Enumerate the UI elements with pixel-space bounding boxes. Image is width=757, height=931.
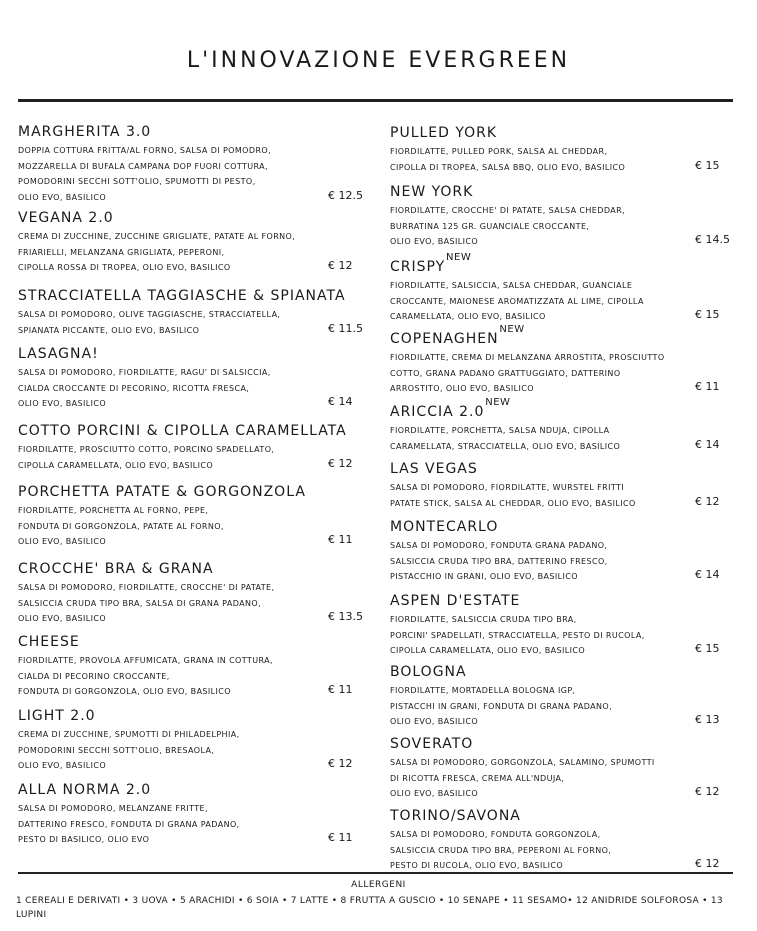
description-line: OLIO EVO, BASILICO: [18, 761, 107, 770]
menu-title: L'INNOVAZIONE EVERGREEN: [186, 48, 571, 73]
description-line: PESTO DI RUCOLA, OLIO EVO, BASILICO: [390, 861, 564, 870]
allergens-title: ALLERGENI: [351, 880, 406, 890]
item-name: ALLA NORMA 2.0: [18, 782, 152, 798]
description-line: CIPOLLA DI TROPEA, SALSA BBQ, OLIO EVO, BASILICO: [390, 162, 626, 172]
item-price: € 11: [695, 380, 720, 393]
menu-item: [390, 805, 611, 874]
description-line: DOPPIA COTTURA FRITTA/AL FORNO, SALSA DI POMODRO,: [18, 146, 272, 155]
description-line: FONDUTA DI GORGONZOLA, PATATE AL FORNO,: [18, 521, 224, 531]
description-line: SALSA DI POMODORO, FONDUTA GORGONZOLA,: [390, 830, 601, 839]
item-price: € 12: [695, 857, 720, 870]
menu-item: [18, 343, 271, 412]
item-price: € 12: [695, 494, 720, 508]
description-line: FIORDILATTE, SALSICCIA, SALSA CHEDDAR, GUANCIALE: [390, 281, 633, 290]
item-price: € 15: [695, 158, 720, 172]
item-description: [18, 143, 271, 205]
item-description: [390, 755, 655, 802]
item-description: [390, 278, 644, 325]
description-line: COTTO, GRANA PADANO GRATTUGGIATO, DATTERINO: [390, 368, 621, 378]
description-line: CIPOLLA CARAMELLATA, OLIO EVO, BASILICO: [18, 460, 214, 470]
allergens-list: 1 CEREALI E DERIVATI • 3 UOVA • 5 ARACHIDI • 6 SOIA • 7 LATTE • 8 FRUTTA A GUSCIO • 10 SENAPE • 11 SESAMO• 12 ANIDRIDE SOLFOROSA • 13 LUPINI: [16, 896, 723, 920]
new-badge: NEW: [446, 252, 472, 263]
description-line: FIORDILATTE, PORCHETTA AL FORNO, PEPE,: [18, 506, 209, 515]
description-line: SALSA DI POMODORO, FONDUTA GRANA PADANO,: [390, 541, 608, 550]
menu-item: [18, 705, 240, 774]
description-line: FONDUTA DI GORGONZOLA, OLIO EVO, BASILICO: [18, 687, 231, 696]
item-description: [18, 503, 306, 550]
menu-item: [390, 181, 625, 250]
menu-item: [18, 481, 306, 550]
item-name: BOLOGNA: [390, 664, 467, 680]
menu-item: [18, 121, 271, 205]
item-name: STRACCIATELLA TAGGIASCHE & SPIANATA: [18, 288, 346, 304]
item-description: [18, 307, 346, 338]
description-line: FIORDILATTE, PROVOLA AFFUMICATA, GRANA IN COTTURA,: [18, 656, 273, 665]
description-line: OLIO EVO, BASILICO: [18, 537, 107, 546]
item-name: COTTO PORCINI & CIPOLLA CARAMELLATA: [18, 423, 347, 439]
description-line: MOZZARELLA DI BUFALA CAMPANA DOP FUORI COTTURA,: [18, 161, 268, 171]
menu-item: [18, 558, 274, 627]
item-description: [390, 827, 611, 874]
description-line: SPIANATA PICCANTE, OLIO EVO, BASILICO: [18, 325, 200, 335]
description-line: SALSA DI POMODORO, OLIVE TAGGIASCHE, STRACCIATELLA,: [18, 310, 281, 319]
description-line: CIPOLLA CARAMELLATA, OLIO EVO, BASILICO: [390, 646, 586, 655]
item-price: € 15: [695, 308, 720, 321]
item-name: LASAGNA!: [18, 346, 99, 362]
item-price: € 14: [695, 437, 720, 451]
item-price: € 11: [328, 533, 353, 546]
description-line: SALSA DI POMODORO, MELANZANE FRITTE,: [18, 804, 208, 813]
description-line: FIORDILATTE, PROSCIUTTO COTTO, PORCINO SPADELLATO,: [18, 445, 275, 454]
item-name: VEGANA 2.0: [18, 210, 114, 226]
description-line: FIORDILATTE, PULLED PORK, SALSA AL CHEDDAR,: [390, 147, 608, 156]
item-name: LIGHT 2.0: [18, 708, 96, 724]
item-name: NEW YORK: [390, 184, 474, 200]
description-line: OLIO EVO, BASILICO: [390, 237, 479, 246]
description-line: BURRATINA 125 GR. GUANCIALE CROCCANTE,: [390, 221, 590, 231]
description-line: FIORDILATTE, MORTADELLA BOLOGNA IGP,: [390, 686, 576, 695]
item-name: PORCHETTA PATATE & GORGONZOLA: [18, 484, 306, 500]
description-line: POMODORINI SECCHI SOTT'OLIO, BRESAOLA,: [18, 745, 215, 755]
item-description: [18, 653, 273, 700]
description-line: DATTERINO FRESCO, FONDUTA DI GRANA PADANO,: [18, 819, 240, 829]
item-name: ASPEN D'ESTATE: [390, 593, 521, 609]
item-name: TORINO/SAVONA: [390, 808, 521, 824]
description-line: CIALDA DI PECORINO CROCCANTE,: [18, 671, 170, 681]
description-line: DI RICOTTA FRESCA, CREMA ALL'NDUJA,: [390, 773, 565, 783]
item-name: MARGHERITA 3.0: [18, 124, 152, 140]
description-line: ARROSTITO, OLIO EVO, BASILICO: [390, 384, 534, 393]
menu-item: [390, 397, 621, 454]
description-line: OLIO EVO, BASILICO: [18, 399, 107, 408]
item-name: SOVERATO: [390, 736, 474, 752]
item-price: € 11: [328, 683, 353, 696]
menu-item: [18, 631, 273, 700]
item-description: [18, 229, 295, 276]
description-line: PISTACCHIO IN GRANI, OLIO EVO, BASILICO: [390, 572, 578, 581]
item-description: [390, 423, 620, 454]
menu-item: [390, 122, 625, 175]
menu-item: [390, 252, 644, 325]
menu-item: [390, 458, 636, 511]
description-line: FIORDILATTE, SALSICCIA CRUDA TIPO BRA,: [390, 615, 577, 624]
new-badge: NEW: [485, 397, 511, 408]
description-line: PATATE STICK, SALSA AL CHEDDAR, OLIO EVO, BASILICO: [390, 498, 636, 508]
item-price: € 15: [695, 642, 720, 655]
description-line: FIORDILATTE, CREMA DI MELANZANA ARROSTITA, PROSCIUTTO: [390, 353, 665, 362]
description-line: FIORDILATTE, CROCCHE' DI PATATE, SALSA CHEDDAR,: [390, 206, 626, 215]
item-description: [18, 801, 240, 848]
menu-item: [390, 590, 645, 659]
description-line: OLIO EVO, BASILICO: [18, 192, 107, 202]
item-price: € 11.5: [328, 321, 363, 335]
description-line: POMODORINI SECCHI SOTT'OLIO, SPUMOTTI DI PESTO,: [18, 177, 256, 186]
item-name: LAS VEGAS: [390, 461, 478, 477]
item-price: € 14: [695, 568, 720, 581]
description-line: SALSA DI POMODORO, FIORDILATTE, WURSTEL FRITTI: [390, 483, 625, 492]
item-description: [390, 480, 636, 511]
menu-item: [18, 420, 347, 473]
menu-item: [18, 207, 295, 276]
description-line: CIPOLLA ROSSA DI TROPEA, OLIO EVO, BASILICO: [18, 263, 231, 272]
menu-item: [18, 779, 240, 848]
description-line: SALSICCIA CRUDA TIPO BRA, DATTERINO FRESCO,: [390, 556, 608, 566]
item-description: [18, 442, 347, 473]
menu-item: [390, 661, 612, 730]
description-line: SALSA DI POMODORO, FIORDILATTE, RAGU' DI SALSICCIA,: [18, 368, 271, 377]
item-name: ARICCIA 2.0 NEW: [390, 397, 511, 420]
item-price: € 12: [328, 757, 353, 770]
description-line: SALSICCIA CRUDA TIPO BRA, PEPERONI AL FORNO,: [390, 845, 612, 855]
item-price: € 14.5: [695, 233, 730, 246]
description-line: OLIO EVO, BASILICO: [18, 614, 107, 623]
description-line: PORCINI' SPADELLATI, STRACCIATELLA, PESTO DI RUCOLA,: [390, 630, 645, 640]
item-price: € 12.5: [328, 188, 363, 202]
menu-item: [18, 285, 346, 338]
item-name: COPENAGHEN NEW: [390, 324, 525, 347]
description-line: CARAMELLATA, STRACCIATELLA, OLIO EVO, BASILICO: [390, 441, 621, 451]
item-description: [18, 365, 271, 412]
item-price: € 12: [695, 785, 720, 798]
item-description: [390, 203, 625, 250]
item-description: [18, 580, 274, 627]
bottom-divider: [18, 872, 733, 874]
item-price: € 14: [328, 395, 353, 408]
description-line: PESTO DI BASILICO, OLIO EVO: [18, 835, 150, 844]
menu-item: [390, 324, 665, 397]
item-name: PULLED YORK: [390, 125, 498, 141]
item-price: € 11: [328, 831, 353, 844]
description-line: CREMA DI ZUCCHINE, ZUCCHINE GRIGLIATE, PATATE AL FORNO,: [18, 232, 296, 241]
description-line: CIALDA CROCCANTE DI PECORINO, RICOTTA FRESCA,: [18, 383, 250, 393]
item-description: [390, 144, 625, 175]
description-line: CROCCANTE, MAIONESE AROMATIZZATA AL LIME, CIPOLLA: [390, 296, 644, 306]
description-line: SALSA DI POMODORO, FIORDILATTE, CROCCHE' DI PATATE,: [18, 583, 275, 592]
item-description: [18, 727, 240, 774]
item-description: [390, 612, 645, 659]
item-name: MONTECARLO: [390, 519, 499, 535]
item-name: CHEESE: [18, 634, 80, 650]
description-line: PISTACCHI IN GRANI, FONDUTA DI GRANA PADANO,: [390, 701, 613, 711]
item-name: CROCCHE' BRA & GRANA: [18, 561, 214, 577]
description-line: CREMA DI ZUCCHINE, SPUMOTTI DI PHILADELPHIA,: [18, 730, 240, 739]
description-line: FRIARIELLI, MELANZANA GRIGLIATA, PEPERONI,: [18, 247, 225, 257]
menu-item: [390, 516, 608, 585]
description-line: SALSA DI POMODORO, GORGONZOLA, SALAMINO, SPUMOTTI: [390, 758, 655, 767]
item-description: [390, 350, 665, 397]
item-price: € 12: [328, 259, 353, 272]
menu-item: [390, 733, 655, 802]
description-line: OLIO EVO, BASILICO: [390, 717, 479, 726]
item-price: € 12: [328, 456, 353, 470]
item-name: CRISPY NEW: [390, 252, 472, 275]
item-description: [390, 683, 612, 730]
item-description: [390, 538, 608, 585]
description-line: CARAMELLATA, OLIO EVO, BASILICO: [390, 312, 546, 321]
description-line: FIORDILATTE, PORCHETTA, SALSA NDUJA, CIPOLLA: [390, 426, 610, 435]
description-line: SALSICCIA CRUDA TIPO BRA, SALSA DI GRANA PADANO,: [18, 598, 262, 608]
description-line: OLIO EVO, BASILICO: [390, 789, 479, 798]
top-divider: [18, 99, 733, 102]
item-price: € 13: [695, 713, 720, 726]
new-badge: NEW: [499, 324, 525, 335]
item-price: € 13.5: [328, 610, 363, 623]
